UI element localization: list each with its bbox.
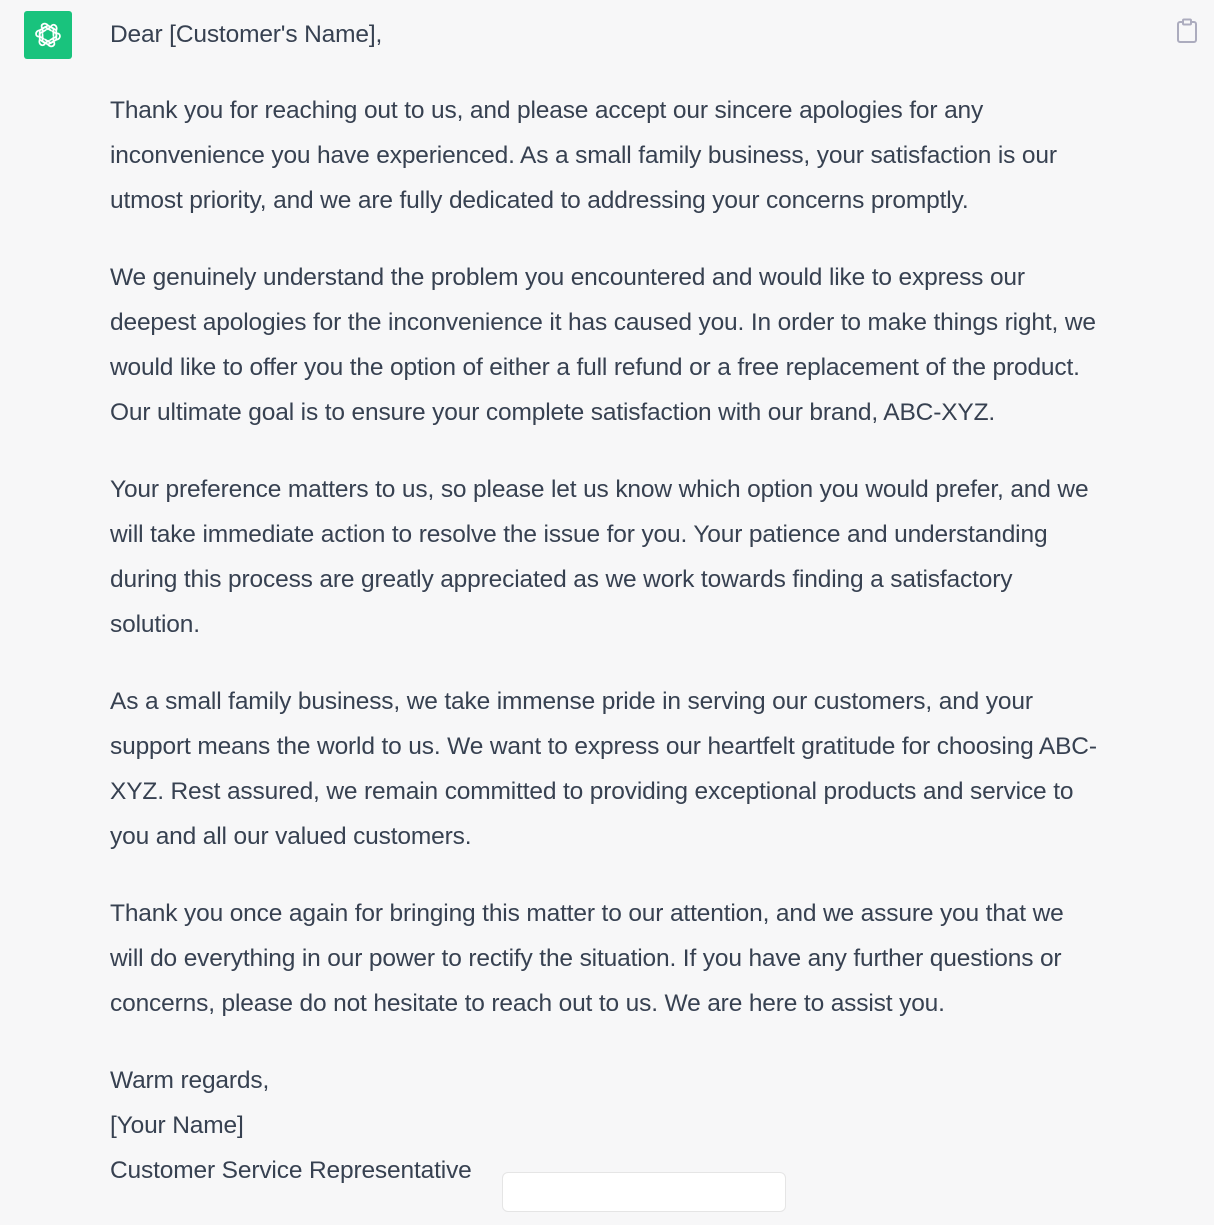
paragraph-line: Our ultimate goal is to ensure your complete satisfaction with our brand, ABC-XYZ. (110, 399, 996, 426)
assistant-avatar (24, 11, 72, 59)
paragraph (110, 467, 1170, 647)
paragraph-line: concerns, please do not hesitate to reach out to us. We are here to assist you. (110, 990, 945, 1017)
paragraph (110, 88, 1170, 223)
paragraph (110, 255, 1170, 435)
paragraph-line: deepest apologies for the inconvenience it has caused you. In order to make things right, we (110, 309, 1096, 336)
paragraph-line: utmost priority, and we are fully dedicated to addressing your concerns promptly. (110, 187, 969, 214)
paragraph-line: As a small family business, we take immense pride in serving our customers, and your (110, 688, 1033, 715)
paragraph-line: support means the world to us. We want to express our heartfelt gratitude for choosing ABC- (110, 733, 1097, 760)
copy-button[interactable] (1172, 14, 1202, 48)
assistant-message (110, 12, 1170, 1225)
paragraph-line: Your preference matters to us, so please let us know which option you would prefer, and we (110, 476, 1089, 503)
openai-logo-icon (31, 18, 65, 52)
paragraph-line: would like to offer you the option of either a full refund or a free replacement of the product. (110, 354, 1080, 381)
clipboard-icon (1175, 18, 1199, 44)
signoff-line: Customer Service Representative (110, 1157, 472, 1184)
paragraph (110, 679, 1170, 859)
greeting: Dear [Customer's Name], (110, 21, 383, 48)
paragraph-line: Thank you once again for bringing this matter to our attention, and we assure you that we (110, 900, 1064, 927)
paragraph-line: you and all our valued customers. (110, 823, 472, 850)
paragraph-line: solution. (110, 611, 200, 638)
paragraph (110, 891, 1170, 1026)
paragraph-line: will take immediate action to resolve the issue for you. Your patience and understanding (110, 521, 1048, 548)
paragraph-line: XYZ. Rest assured, we remain committed to providing exceptional products and service to (110, 778, 1074, 805)
signoff-line: [Your Name] (110, 1112, 244, 1139)
paragraph-line: will do everything in our power to rectify the situation. If you have any further questions or (110, 945, 1062, 972)
paragraph-line: Thank you for reaching out to us, and please accept our sincere apologies for any (110, 97, 984, 124)
paragraph-line: We genuinely understand the problem you encountered and would like to express our (110, 264, 1025, 291)
paragraph-line: during this process are greatly appreciated as we work towards finding a satisfactory (110, 566, 1013, 593)
regenerate-button[interactable] (502, 1172, 786, 1212)
signoff-line: Warm regards, (110, 1067, 270, 1094)
paragraph-line: inconvenience you have experienced. As a small family business, your satisfaction is our (110, 142, 1057, 169)
